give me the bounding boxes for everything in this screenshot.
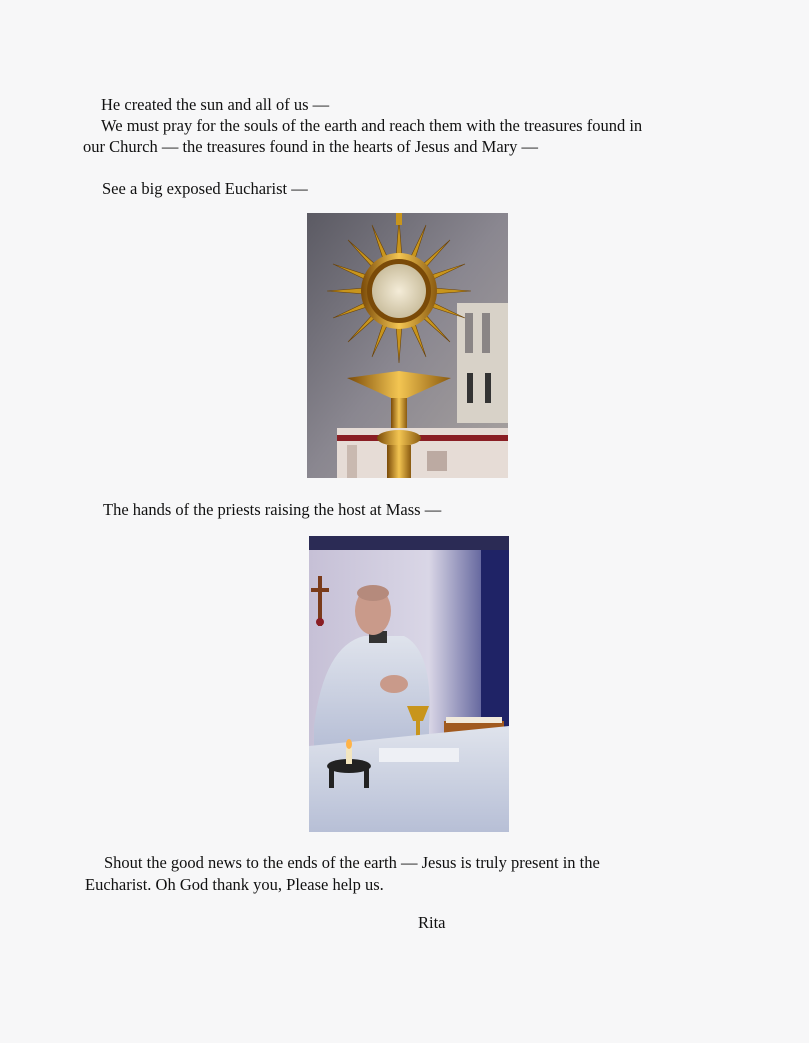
paragraph-creation: He created the sun and all of us — xyxy=(101,95,330,114)
paragraph-pray-line1: We must pray for the souls of the earth and reach them with the treasures found in xyxy=(101,116,643,135)
monstrance-photo xyxy=(307,213,508,478)
paragraph-eucharist: See a big exposed Eucharist — xyxy=(102,179,308,198)
paragraph-pray-line2: our Church — the treasures found in the hearts of Jesus and Mary — xyxy=(83,137,539,156)
paragraph-good-news-line2: Eucharist. Oh God thank you, Please help us. xyxy=(85,875,384,894)
paragraph-good-news-line1: Shout the good news to the ends of the earth — Jesus is truly present in the xyxy=(104,853,600,872)
priest-photo xyxy=(309,536,509,832)
signature: Rita xyxy=(418,913,446,932)
paragraph-priests-hands: The hands of the priests raising the host at Mass — xyxy=(103,500,442,519)
